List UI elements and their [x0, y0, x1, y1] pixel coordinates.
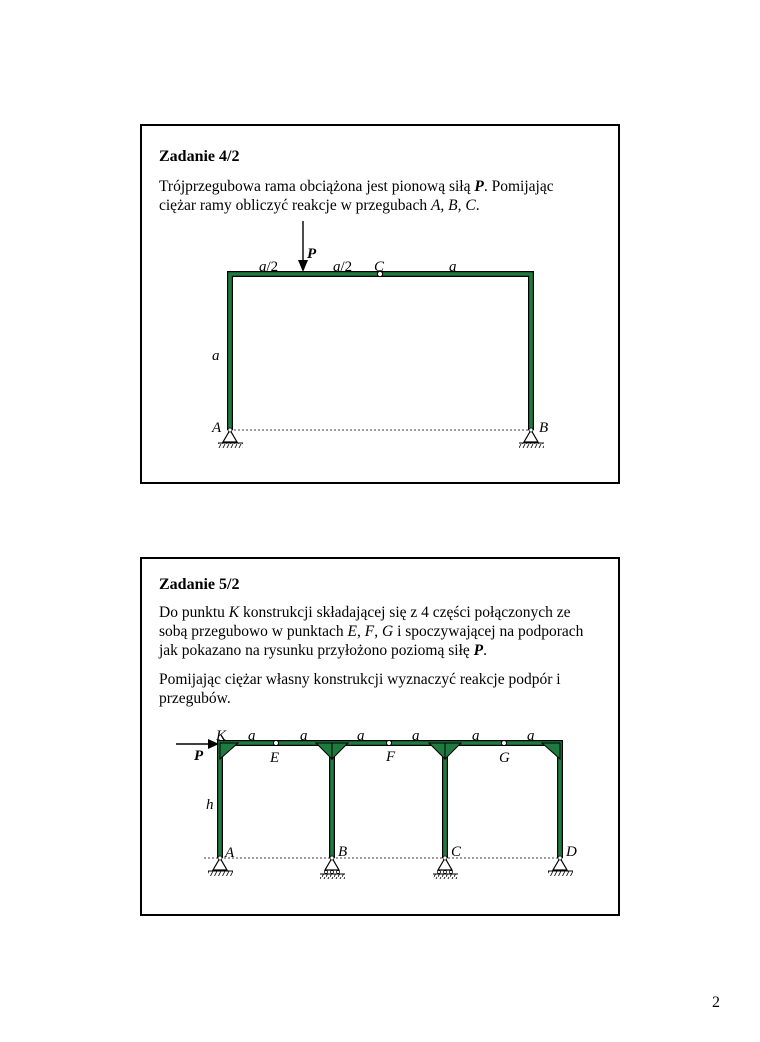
support-a-label: A — [212, 420, 222, 436]
force-label: P — [194, 748, 204, 764]
dim-right: a — [449, 259, 457, 275]
force-symbol: P — [474, 178, 484, 195]
task-4-2-panel — [140, 124, 620, 484]
dim-left-half: a/2 — [259, 259, 279, 275]
hinge-g — [502, 741, 507, 746]
support-c-label: C — [451, 844, 462, 860]
hinge-e-label: E — [270, 750, 280, 766]
dim-mid-half: a/2 — [333, 259, 353, 275]
span-label: a — [248, 728, 256, 744]
three-hinged-frame-diagram — [142, 126, 618, 482]
multi-part-frame-diagram — [142, 559, 618, 914]
hinge-f-label: F — [386, 749, 396, 765]
hinge-g-label: G — [499, 750, 510, 766]
span-label: a — [527, 728, 535, 744]
support-b-label: B — [539, 420, 549, 436]
task-text-line-5: przegubów. — [159, 690, 231, 707]
task-text-line-3: jak pokazano na rysunku przyłożono poziomą siłę P. — [159, 642, 487, 659]
hinge-c-label: C — [374, 259, 385, 275]
height-label: h — [206, 797, 214, 813]
support-d-label: D — [566, 844, 577, 860]
height-label: a — [212, 348, 220, 364]
point-k-label: K — [216, 728, 227, 744]
span-label: a — [357, 728, 365, 744]
force-symbol: P — [473, 642, 484, 659]
span-label: a — [472, 728, 480, 744]
support-a-label: A — [225, 845, 235, 861]
span-label: a — [412, 728, 420, 744]
frame-body — [230, 274, 531, 430]
task-title: Zadanie 5/2 — [159, 576, 240, 593]
task-text-line-1: Trójprzegubowa rama obciążona jest pionową siłą P. Pomijając — [159, 178, 554, 195]
hinge-f — [387, 741, 392, 746]
task-text-line-1: Do punktu K konstrukcji składającej się z 4 części połączonych ze — [159, 604, 571, 621]
task-title: Zadanie 4/2 — [159, 148, 240, 165]
task-text-line-4: Pomijając ciężar własny konstrukcji wyznaczyć reakcje podpór i — [159, 671, 561, 688]
task-text-line-2: ciężar ramy obliczyć reakcje w przegubach A, B, C. — [159, 197, 480, 214]
span-label: a — [300, 728, 308, 744]
task-text-line-2: sobą przegubowo w punktach E, F, G i spoczywającej na podporach — [159, 623, 584, 640]
task-5-2-panel — [140, 557, 620, 916]
hinge-e — [274, 741, 279, 746]
page-number: 2 — [712, 994, 720, 1011]
support-a — [218, 428, 243, 448]
force-label: P — [307, 246, 317, 262]
support-b-label: B — [338, 844, 348, 860]
